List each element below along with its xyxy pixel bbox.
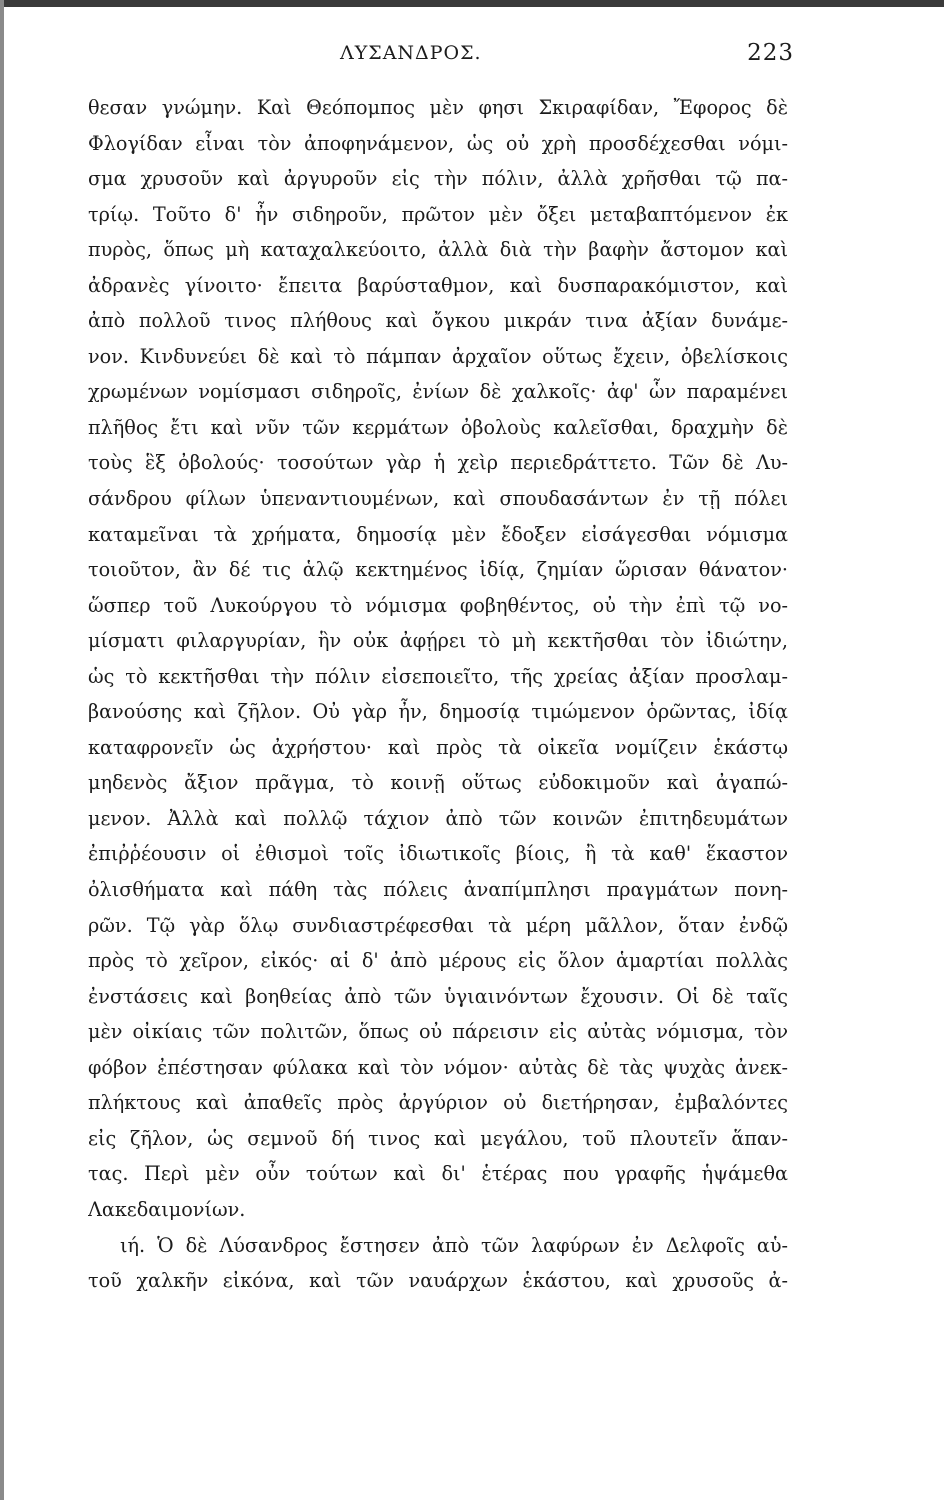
text-line: ἀπὸ πολλοῦ τινος πλήθους καὶ ὄγκου μικράν τινα ἀξίαν δυνάμε-: [88, 309, 788, 333]
body-text: [88, 90, 788, 1299]
text-line: τοιοῦτον, ἂν δέ τις ἁλῷ κεκτημένος ἰδίᾳ, ζημίαν ὥρισαν θάνατον·: [88, 558, 788, 582]
text-line: ὡς τὸ κεκτῆσθαι τὴν πόλιν εἰσεποιεῖτο, τῆς χρείας ἀξίαν προσλαμ-: [88, 664, 788, 688]
text-line: πυρὸς, ὅπως μὴ καταχαλκεύοιτο, ἀλλὰ διὰ τὴν βαφὴν ἄστομον καὶ: [88, 238, 788, 262]
page-number: 223: [747, 40, 794, 66]
text-line: μὲν οἰκίαις τῶν πολιτῶν, ὅπως οὐ πάρεισιν εἰς αὐτὰς νόμισμα, τὸν: [88, 1020, 788, 1044]
text-line: πλῆθος ἔτι καὶ νῦν τῶν κερμάτων ὀβολοὺς καλεῖσθαι, δραχμὴν δὲ: [88, 415, 788, 439]
text-line: μενον. Ἀλλὰ καὶ πολλῷ τάχιον ἀπὸ τῶν κοινῶν ἐπιτηδευμάτων: [88, 806, 788, 830]
text-line: τρίῳ. Τοῦτο δ' ἦν σιδηροῦν, πρῶτον μὲν ὄξει μεταβαπτόμενον ἐκ: [88, 202, 788, 226]
text-line: ὥσπερ τοῦ Λυκούργου τὸ νόμισμα φοβηθέντος, οὐ τὴν ἐπὶ τῷ νο-: [88, 593, 788, 617]
text-line: ἀδρανὲς γίνοιτο· ἔπειτα βαρύσταθμον, καὶ δυσπαρακόμιστον, καὶ: [88, 273, 788, 297]
text-line: εἰς ζῆλον, ὡς σεμνοῦ δή τινος καὶ μεγάλου, τοῦ πλουτεῖν ἅπαν-: [88, 1126, 788, 1150]
text-line: φόβον ἐπέστησαν φύλακα καὶ τὸν νόμον· αὐτὰς δὲ τὰς ψυχὰς ἀνεκ-: [88, 1055, 788, 1079]
text-line: τοὺς ἓξ ὀβολούς· τοσούτων γὰρ ἡ χεὶρ περιεδράττετο. Τῶν δὲ Λυ-: [88, 451, 788, 475]
text-line: τοῦ χαλκῆν εἰκόνα, καὶ τῶν ναυάρχων ἑκάστου, καὶ χρυσοῦς ἀ-: [88, 1269, 788, 1293]
text-line: βανούσης καὶ ζῆλον. Οὐ γὰρ ἦν, δημοσίᾳ τιμώμενον ὁρῶντας, ἰδίᾳ: [88, 700, 788, 724]
text-line: μίσματι φιλαργυρίαν, ἣν οὐκ ἀφῄρει τὸ μὴ κεκτῆσθαι τὸν ἰδιώτην,: [88, 629, 788, 653]
text-line: ἐνστάσεις καὶ βοηθείας ἀπὸ τῶν ὑγιαινόντων ἔχουσιν. Οἱ δὲ ταῖς: [88, 984, 788, 1008]
text-line: καταφρονεῖν ὡς ἀχρήστου· καὶ πρὸς τὰ οἰκεῖα νομίζειν ἑκάστῳ: [88, 735, 788, 759]
section-line: ιή. Ὁ δὲ Λύσανδρος ἔστησεν ἀπὸ τῶν λαφύρων ἐν Δελφοῖς αὑ-: [120, 1233, 788, 1257]
running-title: ΛΥΣΑΝΔΡΟΣ.: [340, 42, 482, 64]
text-line: ἐπιῤῥέουσιν οἱ ἐθισμοὶ τοῖς ἰδιωτικοῖς βίοις, ἢ τὰ καθ' ἕκαστον: [88, 842, 788, 866]
text-line: τας. Περὶ μὲν οὖν τούτων καὶ δι' ἑτέρας που γραφῆς ἡψάμεθα: [88, 1162, 788, 1186]
text-line: ρῶν. Τῷ γὰρ ὅλῳ συνδιαστρέφεσθαι τὰ μέρη μᾶλλον, ὅταν ἐνδῷ: [88, 913, 788, 937]
text-line: Λακεδαιμονίων.: [88, 1197, 246, 1221]
text-line: σμα χρυσοῦν καὶ ἀργυροῦν εἰς τὴν πόλιν, ἀλλὰ χρῆσθαι τῷ πα-: [88, 167, 788, 191]
text-line: σάνδρου φίλων ὑπεναντιουμένων, καὶ σπουδασάντων ἐν τῇ πόλει: [88, 487, 788, 511]
running-head: [90, 40, 794, 76]
text-line: νον. Κινδυνεύει δὲ καὶ τὸ πάμπαν ἀρχαῖον οὕτως ἔχειν, ὀβελίσκοις: [88, 344, 788, 368]
text-line: θεσαν γνώμην. Καὶ Θεόπομπος μὲν φησι Σκιραφίδαν, Ἔφορος δὲ: [88, 96, 788, 119]
text-line: μηδενὸς ἄξιον πρᾶγμα, τὸ κοινῇ οὕτως εὐδοκιμοῦν καὶ ἀγαπώ-: [88, 771, 788, 795]
text-line: χρωμένων νομίσμασι σιδηροῖς, ἐνίων δὲ χαλκοῖς· ἀφ' ὧν παραμένει: [88, 380, 788, 404]
text-line: πλήκτους καὶ ἀπαθεῖς πρὸς ἀργύριον οὐ διετήρησαν, ἐμβαλόντες: [88, 1091, 788, 1115]
text-line: Φλογίδαν εἶναι τὸν ἀποφηνάμενον, ὡς οὐ χρὴ προσδέχεσθαι νόμι-: [88, 131, 788, 155]
text-line: πρὸς τὸ χεῖρον, εἰκός· αἱ δ' ἀπὸ μέρους εἰς ὅλον ἁμαρτίαι πολλὰς: [88, 949, 788, 973]
text-line: καταμεῖναι τὰ χρήματα, δημοσίᾳ μὲν ἔδοξεν εἰσάγεσθαι νόμισμα: [88, 522, 788, 546]
text-line: ὀλισθήματα καὶ πάθη τὰς πόλεις ἀναπίμπλησι πραγμάτων πονη-: [88, 878, 788, 902]
